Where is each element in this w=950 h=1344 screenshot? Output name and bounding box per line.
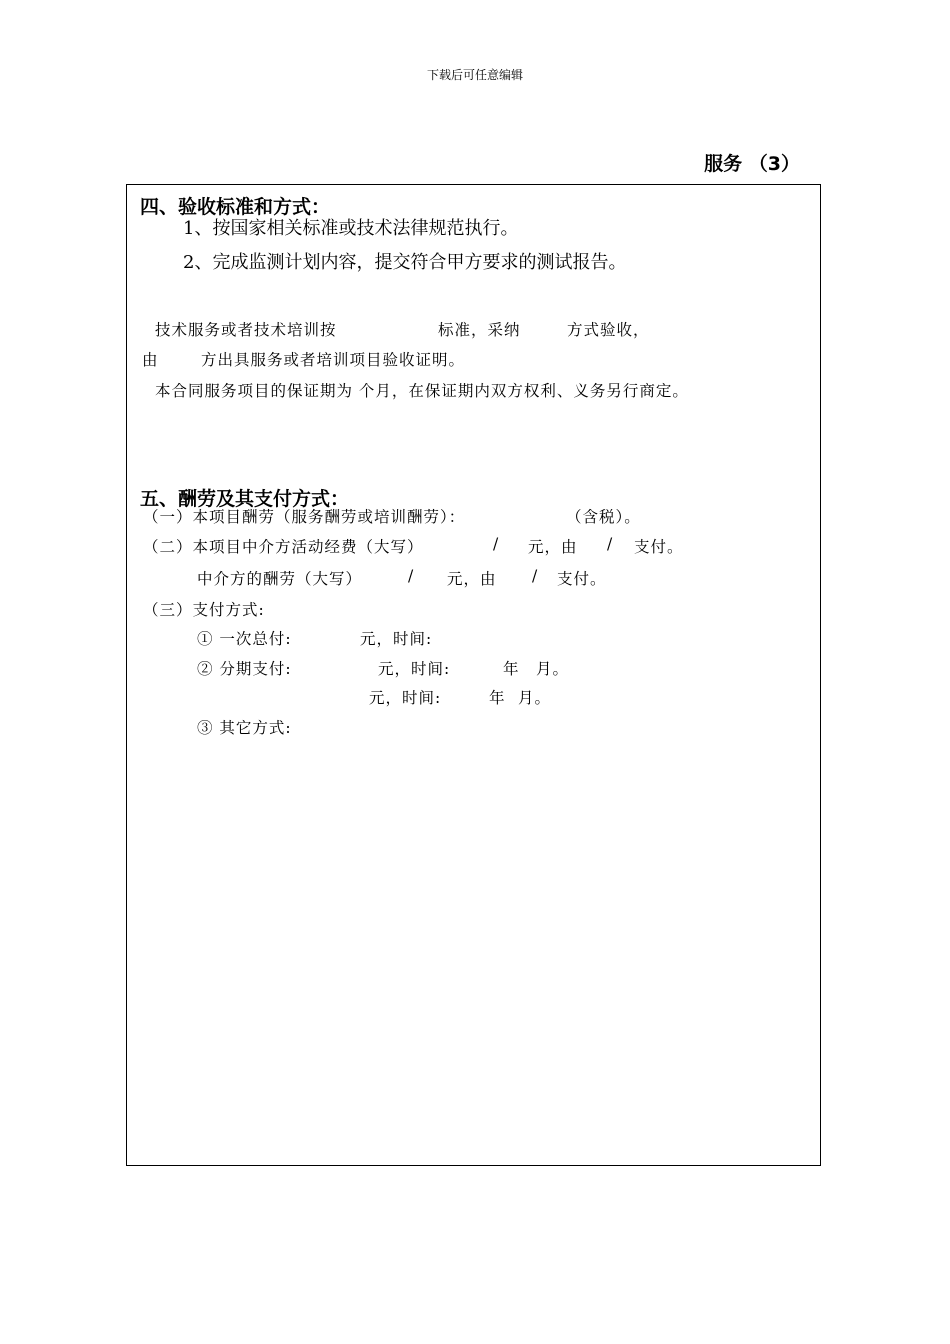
section5-title: 五、酬劳及其支付方式：	[140, 488, 350, 510]
section5-opt2-part4: 月。	[536, 660, 570, 678]
section4-line-b-part2: 方出具服务或者培训项目验收证明。	[201, 351, 466, 369]
section5-item2b-part1: 中介方的酬劳（大写）	[197, 570, 363, 588]
section4-line-a-part1: 技术服务或者技术培训按	[155, 321, 337, 339]
section5-item2-part5: 支付。	[634, 538, 684, 556]
section5-opt1-part2: 元，时间:	[360, 630, 433, 648]
section5-opt2b-part3: 月。	[518, 689, 552, 707]
section4-line-c: 本合同服务项目的保证期为 个月，在保证期内双方权利、义务另行商定。	[155, 382, 689, 400]
section5-opt2b-part2: 年	[489, 689, 506, 707]
section5-item2b-part3: 元，由	[447, 570, 497, 588]
section5-opt3: ③ 其它方式:	[197, 719, 292, 737]
section5-item2-part4: /	[607, 535, 614, 553]
section5-item1-part1: （一）本项目酬劳（服务酬劳或培训酬劳）：	[143, 508, 466, 526]
form-code: 服务 （3）	[704, 153, 800, 175]
section5-item2-part1: （二）本项目中介方活动经费（大写）	[143, 538, 424, 556]
section5-opt2-part1: ② 分期支付:	[197, 660, 292, 678]
section5-item2-part3: 元，由	[528, 538, 578, 556]
section4-line-a-part2: 标准，采纳	[438, 321, 521, 339]
section5-item2b-part4: /	[532, 567, 539, 585]
section4-title: 四、验收标准和方式：	[140, 196, 331, 218]
section4-item2: 2、完成监测计划内容，提交符合甲方要求的测试报告。	[183, 252, 627, 273]
section5-item3: （三）支付方式:	[143, 601, 265, 619]
section5-item2b-part2: /	[408, 567, 415, 585]
section5-opt2-part3: 年	[503, 660, 520, 678]
section5-opt2b-part1: 元，时间:	[369, 689, 442, 707]
section4-line-b-part1: 由	[142, 351, 159, 369]
section5-item1-part2: （含税）。	[566, 508, 641, 526]
section5-item2b-part5: 支付。	[557, 570, 607, 588]
section5-opt1-part1: ① 一次总付:	[197, 630, 292, 648]
section5-item2-part2: /	[493, 535, 500, 553]
section4-item1: 1、按国家相关标准或技术法律规范执行。	[183, 218, 519, 239]
section4-line-a-part3: 方式验收，	[567, 321, 650, 339]
section5-opt2-part2: 元，时间:	[378, 660, 451, 678]
header-note: 下载后可任意编辑	[426, 68, 523, 82]
